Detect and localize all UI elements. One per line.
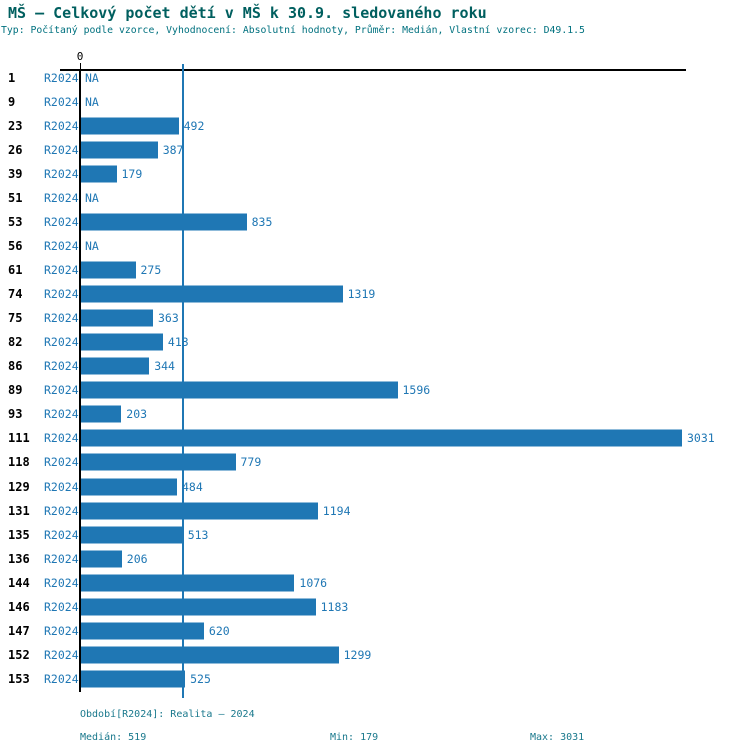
row-value-label: 492 (183, 118, 205, 133)
row-period-label: R2024 (44, 479, 79, 494)
row-id-label: 82 (8, 335, 23, 350)
bar-row (0, 162, 750, 186)
row-value-label: 387 (162, 142, 184, 157)
bar-row (0, 378, 750, 402)
row-value-label: 620 (208, 623, 230, 638)
row-bar (81, 598, 316, 615)
bar-row (0, 66, 750, 90)
row-period-label: R2024 (44, 359, 79, 374)
row-bar (81, 454, 236, 471)
row-bar (81, 622, 204, 639)
bar-row (0, 306, 750, 330)
row-value-label: 413 (167, 335, 189, 350)
row-value-label: 525 (190, 672, 211, 686)
row-bar (81, 358, 149, 375)
row-value-label: 179 (121, 166, 143, 181)
axis-zero-label: 0 (76, 50, 84, 63)
row-period-label: R2024 (44, 70, 79, 85)
row-period-label: R2024 (44, 166, 79, 181)
row-period-label: R2024 (44, 238, 79, 253)
row-period-label: R2024 (44, 287, 79, 302)
footer-period-label: Období[R2024]: Realita – 2024 (80, 709, 255, 720)
bar-row (0, 186, 750, 210)
row-period-label: R2024 (44, 262, 79, 277)
row-period-label: R2024 (44, 407, 79, 422)
row-bar (81, 213, 247, 230)
row-period-label: R2024 (44, 214, 79, 229)
row-value-label: NA (85, 190, 99, 205)
row-id-label: 93 (8, 407, 23, 422)
page-subtitle: Typ: Počítaný podle vzorce, Vyhodnocení: Absolutní hodnoty, Průměr: Medián, Vlastní vzorec: D49.1.5 (1, 25, 585, 36)
bar-row (0, 595, 750, 619)
bar-row (0, 426, 750, 450)
row-value-label: 1194 (322, 503, 351, 518)
row-id-label: 39 (8, 166, 23, 181)
bar-row (0, 138, 750, 162)
row-value-label: 1183 (320, 599, 349, 614)
row-id-label: 56 (8, 238, 23, 253)
row-value-label: NA (85, 238, 99, 253)
row-period-label: R2024 (44, 142, 79, 157)
bar-row (0, 643, 750, 667)
row-bar (81, 117, 179, 134)
bar-row (0, 354, 750, 378)
row-bar (81, 550, 122, 567)
row-bar (81, 526, 183, 543)
row-id-label: 144 (8, 575, 30, 590)
row-bar (81, 261, 136, 278)
row-period-label: R2024 (44, 335, 79, 350)
row-period-label: R2024 (44, 623, 79, 638)
bar-row (0, 210, 750, 234)
row-value-label: 835 (251, 214, 273, 229)
row-id-label: 129 (8, 479, 30, 494)
row-id-label: 146 (8, 599, 30, 614)
row-period-label: R2024 (44, 118, 79, 133)
row-id-label: 147 (8, 623, 30, 638)
row-id-label: 131 (8, 503, 30, 518)
row-bar (81, 671, 185, 688)
row-bar (81, 286, 343, 303)
row-value-label: 203 (126, 407, 148, 422)
row-value-label: 1596 (402, 383, 431, 398)
footer-max-label: Max: 3031 (530, 732, 585, 743)
row-period-label: R2024 (44, 599, 79, 614)
bar-row (0, 547, 750, 571)
bar-row (0, 114, 750, 138)
bar-row (0, 523, 750, 547)
row-value-label: 779 (240, 455, 262, 470)
row-id-label: 1 (8, 70, 16, 85)
bar-row (0, 450, 750, 474)
row-value-label: 363 (158, 311, 179, 326)
row-period-label: R2024 (44, 503, 79, 518)
row-bar (81, 141, 158, 158)
row-value-label: 1299 (343, 647, 372, 662)
row-period-label: R2024 (44, 383, 79, 398)
row-bar (81, 646, 339, 663)
row-bar (81, 382, 398, 399)
row-value-label: NA (85, 70, 99, 85)
bar-row (0, 330, 750, 354)
bar-row (0, 234, 750, 258)
bar-row (0, 90, 750, 114)
row-id-label: 9 (8, 94, 16, 109)
row-id-label: 51 (8, 190, 23, 205)
row-bar (81, 478, 177, 495)
row-id-label: 26 (8, 142, 23, 157)
bar-row (0, 475, 750, 499)
row-period-label: R2024 (44, 575, 79, 590)
row-id-label: 118 (8, 455, 30, 470)
row-period-label: R2024 (44, 94, 79, 109)
row-value-label: NA (85, 94, 99, 109)
row-period-label: R2024 (44, 647, 79, 662)
row-id-label: 136 (8, 551, 30, 566)
footer-median-label: Medián: 519 (80, 732, 147, 743)
bar-row (0, 571, 750, 595)
row-id-label: 53 (8, 214, 23, 229)
row-bar (81, 310, 153, 327)
bar-row (0, 258, 750, 282)
row-value-label: 344 (154, 359, 175, 374)
row-bar (81, 502, 318, 519)
bar-row (0, 667, 750, 691)
row-value-label: 484 (182, 479, 203, 494)
row-id-label: 135 (8, 527, 30, 542)
row-period-label: R2024 (44, 311, 79, 326)
row-id-label: 89 (8, 383, 23, 398)
row-id-label: 111 (8, 431, 30, 446)
row-id-label: 74 (8, 287, 23, 302)
bar-row (0, 619, 750, 643)
footer-min-label: Min: 179 (330, 732, 379, 743)
row-id-label: 75 (8, 311, 23, 326)
row-id-label: 86 (8, 359, 23, 374)
bar-row (0, 282, 750, 306)
row-value-label: 1076 (299, 575, 328, 590)
row-id-label: 23 (8, 118, 23, 133)
row-period-label: R2024 (44, 431, 79, 446)
row-period-label: R2024 (44, 190, 79, 205)
row-value-label: 3031 (687, 431, 715, 446)
row-bar (81, 574, 294, 591)
row-bar (81, 430, 682, 447)
bar-row (0, 402, 750, 426)
row-value-label: 206 (126, 551, 148, 566)
row-period-label: R2024 (44, 672, 79, 686)
row-bar (81, 165, 117, 182)
row-value-label: 513 (187, 527, 209, 542)
row-id-label: 61 (8, 262, 23, 277)
row-bar (81, 334, 163, 351)
bar-row (0, 499, 750, 523)
row-id-label: 153 (8, 672, 30, 686)
page-title: MŠ – Celkový počet dětí v MŠ k 30.9. sledovaného roku (8, 4, 487, 22)
row-period-label: R2024 (44, 527, 79, 542)
row-value-label: 1319 (347, 287, 376, 302)
row-period-label: R2024 (44, 551, 79, 566)
row-period-label: R2024 (44, 455, 79, 470)
row-value-label: 275 (140, 262, 162, 277)
row-bar (81, 406, 121, 423)
row-id-label: 152 (8, 647, 30, 662)
